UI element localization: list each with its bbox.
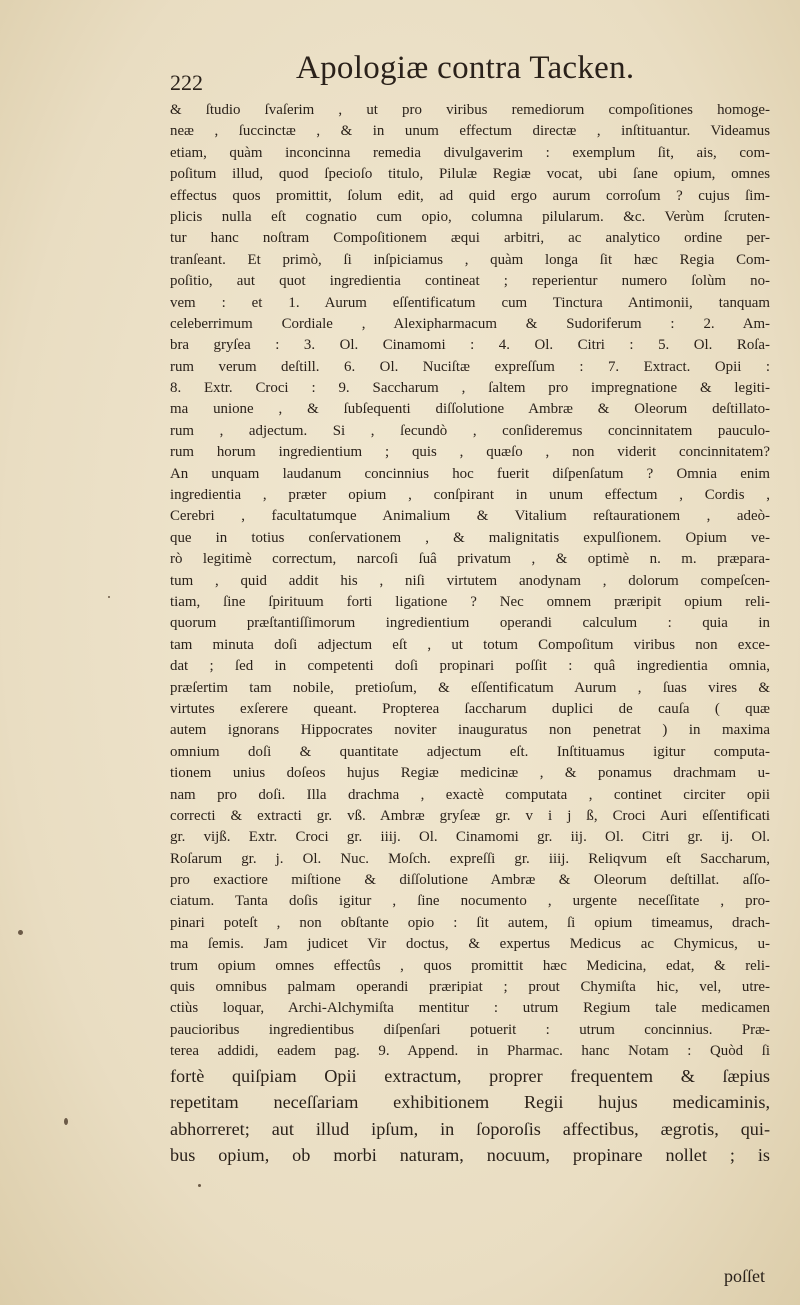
text-line: plicis nulla eſt cognatio cum opio, columna pilularum. &c. Verùm ſcruten-: [170, 208, 770, 225]
text-line-large: fortè quiſpiam Opii extractum, proprer frequentem & ſæpius: [170, 1065, 770, 1086]
running-head: Apologiæ contra Tacken.: [296, 50, 635, 86]
body-text: [170, 100, 770, 1169]
text-line: nam pro doſi. Illa drachma , exactè computata , continet circiter opii: [170, 786, 770, 803]
text-line: ciatum. Tanta doſis igitur , ſine nocumento , urgente neceſſitate , pro-: [170, 893, 770, 910]
text-line: præſertim tam nobile, pretioſum, & eſſentificatum Aurum , ſuas vires &: [170, 679, 770, 696]
text-line: & ſtudio ſvaſerim , ut pro viribus remediorum compoſitiones homoge-: [170, 102, 770, 118]
text-line: poſitio, aut quot ingredientia contineat ; reperientur numero ſolùm no-: [170, 273, 770, 290]
text-line: que in totius conſervationem , & malignitatis expulſionem. Opium ve-: [170, 529, 770, 546]
text-line: tionem unius doſeos hujus Regiæ medicinæ , & ponamus drachmam u-: [170, 765, 770, 782]
text-line: dat ; ſed in competenti doſi propinari poſſit : quâ ingredientia omnia,: [170, 658, 770, 675]
text-line: bra gryſea : 3. Ol. Cinamomi : 4. Ol. Citri : 5. Ol. Roſa-: [170, 337, 770, 354]
text-line: quis omnibus palmam operandi præripiat ; prout Chymiſta hic, vel, utre-: [170, 979, 770, 996]
text-line: Roſarum gr. j. Ol. Nuc. Moſch. expreſſi gr. iiij. Reliqvum eſt Saccharum,: [170, 850, 770, 867]
text-line: pinari poteſt , non obſtante opio : ſit autem, ſi opium timeamus, drach-: [170, 914, 770, 931]
text-line: ingredientia , præter opium , conſpirant in unum effectum , Cordis ,: [170, 487, 770, 504]
text-line: rum , adjectum. Si , ſecundò , conſideremus concinnitatem pauculo-: [170, 422, 770, 439]
text-line: terea addidi, eadem pag. 9. Append. in Pharmac. hanc Notam : Quòd ſi: [170, 1043, 770, 1060]
text-line: ctiùs loquar, Archi-Alchymiſta mentitur : utrum Regium tale medicamen: [170, 1000, 770, 1017]
text-line: rum verum deſtill. 6. Ol. Nuciſtæ expreſſum : 7. Extract. Opii :: [170, 358, 770, 375]
text-line: ma unione , & ſubſequenti diſſolutione Ambræ & Oleorum deſtillato-: [170, 401, 770, 418]
text-line: trum opium omnes effectûs , quos promittit hæc Medicina, edat, & reli-: [170, 957, 770, 974]
text-line-large: bus opium, ob morbi naturam, nocuum, propinare nollet ; is: [170, 1145, 770, 1166]
text-line: gr. vijß. Extr. Croci gr. iiij. Ol. Cinamomi gr. iij. Ol. Citri gr. ij. Ol.: [170, 829, 770, 846]
page-header: [170, 50, 660, 100]
text-line: celeberrimum Cordiale , Alexipharmacum & Sudoriferum : 2. Am-: [170, 315, 770, 332]
page-number: 222: [170, 70, 203, 95]
catchword: poſſet: [724, 1266, 765, 1286]
text-line: tum , quid addit his , niſi virtutem anodynam , dolorum compeſcen-: [170, 572, 770, 589]
text-line: tiam, ſine ſpirituum forti ligatione ? Nec omnem præripit opium reli-: [170, 593, 770, 610]
text-line: etiam, quàm inconcinna remedia divulgaverim : exemplum ſit, ais, com-: [170, 144, 770, 161]
text-line: poſitum illud, quod ſpecioſo titulo, Pilulæ Regiæ vocat, ubi ſane opium, omnes: [170, 166, 770, 183]
text-line: vem : et 1. Aurum eſſentificatum cum Tinctura Antimonii, tanquam: [170, 294, 770, 311]
text-line: rum horum ingredientium ; quis , quæſo , non viderit concinnitatem?: [170, 444, 770, 461]
text-line-large: abhorreret; aut illud ipſum, in ſoporoſis affectibus, ægrotis, qui-: [170, 1118, 770, 1139]
text-line: tur hanc noſtram Compoſitionem æqui arbitri, ac analytico ordine per-: [170, 230, 770, 247]
text-line: An unquam laudanum concinnius hoc fuerit diſpenſatum ? Omnia enim: [170, 465, 770, 482]
text-line: autem ignorans Hippocrates noviter inauguratus non penetrat ) in maxima: [170, 722, 770, 739]
text-line: correcti & extracti gr. vß. Ambræ gryſeæ gr. v i j ß, Croci Auri eſſentificati: [170, 807, 770, 824]
text-line: ma ſemis. Jam judicet Vir doctus, & expertus Medicus ac Chymicus, u-: [170, 936, 770, 953]
text-line: paucioribus ingredientibus diſpenſari potuerit : utrum concinnius. Præ-: [170, 1021, 770, 1038]
text-line: quorum præſtantiſſimorum ingredientium operandi calculum : quia in: [170, 615, 770, 632]
text-line: omnium doſi & quantitate adjectum eſt. Inſtituamus igitur computa-: [170, 743, 770, 760]
text-line: rò legitimè correctum, narcoſi ſuâ privatum , & optimè n. m. præpara-: [170, 551, 770, 568]
text-line: Cerebri , facultatumque Animalium & Vitalium reſtaurationem , adeò-: [170, 508, 770, 525]
text-line: tranſeant. Et primò, ſi inſpiciamus , quàm longa ſit hæc Regia Com-: [170, 251, 770, 268]
text-line: virtutes exſerere queant. Propterea ſaccharum duplici de cauſa ( quæ: [170, 700, 770, 717]
text-line: effectus quos promittit, ſolum edit, ad quid ergo aurum corroſum ? cujus ſim-: [170, 187, 770, 204]
text-line: neæ , ſuccinctæ , & in unum effectum directæ , inſtituantur. Videamus: [170, 123, 770, 140]
text-line: pro exactiore miſtione & diſſolutione Ambræ & Oleorum deſtillat. aſſo-: [170, 872, 770, 889]
text-line: 8. Extr. Croci : 9. Saccharum , ſaltem pro impregnatione & legiti-: [170, 380, 770, 397]
text-line: tam minuta doſi adjectum eſt , ut totum Compoſitum viribus non exce-: [170, 636, 770, 653]
text-line-large: repetitam neceſſariam exhibitionem Regii hujus medicaminis,: [170, 1092, 770, 1113]
